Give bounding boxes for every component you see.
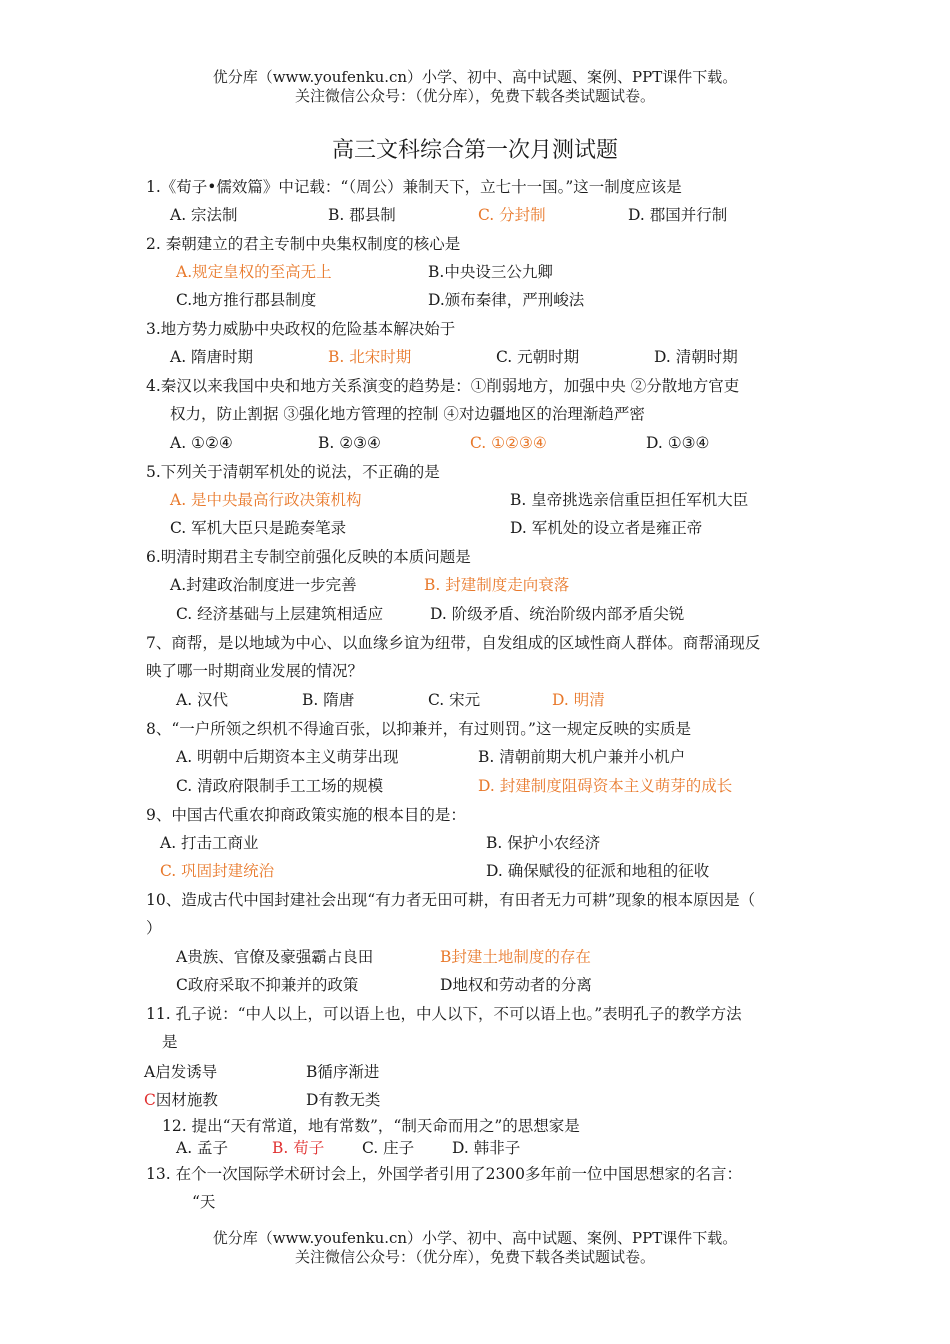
q4-option-a: A. ①②④: [170, 434, 233, 452]
page-header-line2: 关注微信公众号：（优分库），免费下载各类试题试卷。: [294, 87, 655, 105]
q6-option-a: A.封建政治制度进一步完善: [170, 576, 357, 594]
q4-stem-cont: 权力，防止割据 ③强化地方管理的控制 ④对边疆地区的治理渐趋严密: [170, 405, 645, 423]
q6-stem: 6.明清时期君主专制空前强化反映的本质问题是: [146, 548, 471, 566]
q5-stem: 5.下列关于清朝军机处的说法，不正确的是: [146, 463, 440, 481]
q7-option-d: D. 明清: [552, 691, 605, 709]
q8-stem: 8、“一户所领之织机不得逾百张，以抑兼并，有过则罚。”这一规定反映的实质是: [146, 720, 691, 738]
q4-stem: 4.秦汉以来我国中央和地方关系演变的趋势是：①削弱地方，加强中央 ②分散地方官吏: [146, 377, 740, 395]
q7-option-c: C. 宋元: [428, 691, 481, 709]
page-footer-line2: 关注微信公众号：（优分库），免费下载各类试题试卷。: [294, 1248, 655, 1266]
q7-option-b: B. 隋唐: [302, 691, 355, 709]
q10-option-c: C政府采取不抑兼并的政策: [176, 976, 359, 994]
page-header-line1: 优分库（www.youfenku.cn）小学、初中、高中试题、案例、PPT课件下载。: [212, 68, 738, 86]
q5-option-d: D. 军机处的设立者是雍正帝: [510, 519, 703, 537]
q8-option-d: D. 封建制度阻碍资本主义萌芽的成长: [478, 777, 733, 795]
q10-stem-cont: ）: [146, 919, 162, 937]
q9-option-c: C. 巩固封建统治: [160, 862, 275, 880]
q3-option-a: A. 隋唐时期: [170, 348, 254, 366]
q2-option-a: A.规定皇权的至高无上: [176, 263, 332, 281]
page-title: 高三文科综合第一次月测试题: [331, 138, 618, 163]
q2-stem: 2. 秦朝建立的君主专制中央集权制度的核心是: [146, 235, 461, 253]
q2-option-c: C.地方推行郡县制度: [176, 291, 317, 309]
q4-option-d: D. ①③④: [646, 434, 710, 452]
q9-option-b: B. 保护小农经济: [486, 834, 601, 852]
q1-stem: 1.《荀子•儒效篇》中记载：“（周公）兼制天下，立七十一国。”这一制度应该是: [146, 178, 682, 196]
page-footer-line1: 优分库（www.youfenku.cn）小学、初中、高中试题、案例、PPT课件下载。: [212, 1229, 738, 1247]
q7-stem: 7、商帮，是以地域为中心、以血缘乡谊为纽带，自发组成的区域性商人群体。商帮涌现反: [146, 634, 761, 652]
q11-stem-cont: 是: [162, 1033, 178, 1051]
q4-option-c: C. ①②③④: [470, 434, 547, 452]
q9-stem: 9、中国古代重农抑商政策实施的根本目的是：: [146, 806, 466, 824]
q7-stem-cont: 映了哪一时期商业发展的情况？: [146, 662, 364, 680]
q5-option-b: B. 皇帝挑选亲信重臣担任军机大臣: [510, 491, 749, 509]
q6-option-d: D. 阶级矛盾、统治阶级内部矛盾尖锐: [430, 605, 685, 623]
q2-option-d: D.颁布秦律，严刑峻法: [428, 291, 585, 309]
q12-stem: 12. 提出“天有常道，地有常数”，“制天命而用之”的思想家是: [162, 1117, 580, 1135]
q1-option-c: C. 分封制: [478, 206, 546, 224]
q11-option-c-text: 因材施教: [155, 1091, 218, 1109]
q11-option-c-letter: C: [144, 1091, 156, 1109]
q1-option-d: D. 郡国并行制: [628, 206, 728, 224]
q11-option-c: [144, 1090, 218, 1110]
q12-option-a: A. 孟子: [176, 1139, 229, 1157]
q6-option-c: C. 经济基础与上层建筑相适应: [176, 605, 384, 623]
q3-stem: 3.地方势力威胁中央政权的危险基本解决始于: [146, 320, 456, 338]
q12-option-c: C. 庄子: [362, 1139, 415, 1157]
q10-stem: 10、造成古代中国封建社会出现“有力者无田可耕，有田者无力可耕”现象的根本原因是（: [146, 891, 756, 909]
q4-option-b: B. ②③④: [318, 434, 381, 452]
q1-option-a: A. 宗法制: [170, 206, 238, 224]
q11-option-d: D有教无类: [306, 1091, 381, 1109]
q10-option-d: D地权和劳动者的分离: [440, 976, 592, 994]
q9-option-a: A. 打击工商业: [160, 834, 259, 852]
q8-option-a: A. 明朝中后期资本主义萌芽出现: [176, 748, 399, 766]
q5-option-c: C. 军机大臣只是跪奏笔录: [170, 519, 347, 537]
q7-option-a: A. 汉代: [176, 691, 229, 709]
q5-option-a: A. 是中央最高行政决策机构: [170, 491, 362, 509]
q2-option-b: B.中央设三公九卿: [428, 263, 553, 281]
q12-option-b: B. 荀子: [272, 1139, 325, 1157]
q13-stem: 13. 在个一次国际学术研讨会上，外国学者引用了2300多年前一位中国思想家的名言：: [146, 1165, 743, 1183]
q11-option-b: B循序渐进: [306, 1063, 380, 1081]
q9-option-d: D. 确保赋役的征派和地租的征收: [486, 862, 710, 880]
q10-option-b: B封建土地制度的存在: [440, 948, 591, 966]
q10-option-a: A贵族、官僚及豪强霸占良田: [176, 948, 374, 966]
q11-stem: 11. 孔子说：“中人以上，可以语上也，中人以下，不可以语上也。”表明孔子的教学方法: [146, 1005, 742, 1023]
q3-option-b: B. 北宋时期: [328, 348, 412, 366]
q3-option-c: C. 元朝时期: [496, 348, 580, 366]
q8-option-c: C. 清政府限制手工工场的规模: [176, 777, 384, 795]
q13-stem-cont: “天: [192, 1193, 216, 1211]
q1-option-b: B. 郡县制: [328, 206, 396, 224]
q11-option-a: A启发诱导: [144, 1063, 218, 1081]
q6-option-b: B. 封建制度走向衰落: [424, 576, 570, 594]
q3-option-d: D. 清朝时期: [654, 348, 738, 366]
q8-option-b: B. 清朝前期大机户兼并小机户: [478, 748, 686, 766]
q12-option-d: D. 韩非子: [452, 1139, 521, 1157]
